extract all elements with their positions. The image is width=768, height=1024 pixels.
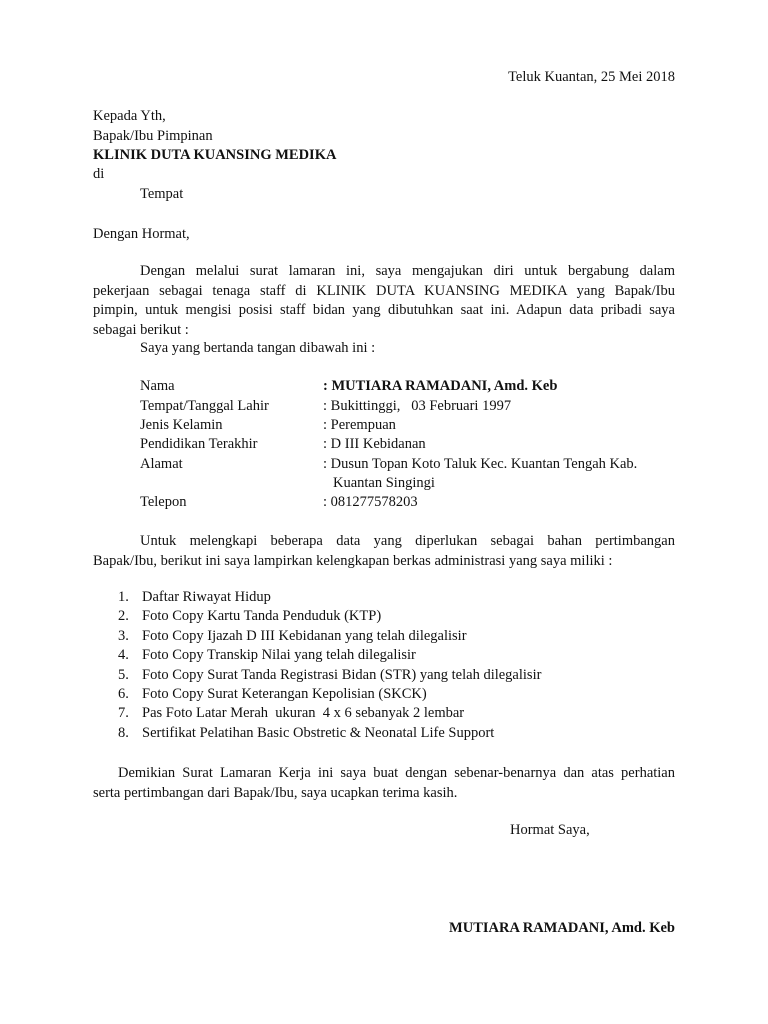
attachments-intro-line: Bapak/Ibu, berikut ini saya lampirkan kelengkapan berkas administrasi yang saya miliki :	[93, 552, 613, 569]
birth-value: : Bukittinggi, 03 Februari 1997	[323, 398, 512, 414]
phone-label: Telepon	[140, 494, 187, 510]
list-item-text: Foto Copy Surat Keterangan Kepolisian (SKCK)	[142, 685, 427, 702]
name-value: : MUTIARA RAMADANI, Amd. Keb	[323, 378, 558, 394]
recipient-title: Bapak/Ibu Pimpinan	[93, 128, 213, 144]
list-item-number: 3.	[118, 627, 129, 644]
intro-line: Dengan melalui surat lamaran ini, saya mengajukan diri untuk bergabung dalam	[140, 263, 675, 279]
phone-value: : 081277578203	[323, 494, 418, 510]
list-item	[118, 704, 541, 723]
list-item-number: 6.	[118, 685, 129, 702]
list-item-number: 2.	[118, 608, 129, 625]
address-value-line1: : Dusun Topan Koto Taluk Kec. Kuantan Tengah Kab.	[323, 456, 638, 472]
list-item	[118, 646, 541, 665]
list-item-text: Foto Copy Ijazah D III Kebidanan yang telah dilegalisir	[142, 627, 467, 644]
list-item	[118, 588, 541, 607]
greeting: Dengan Hormat,	[93, 226, 190, 242]
list-item-number: 1.	[118, 589, 129, 605]
birth-label: Tempat/Tanggal Lahir	[140, 398, 269, 414]
list-item-number: 7.	[118, 705, 129, 722]
list-item-text: Daftar Riwayat Hidup	[142, 589, 271, 605]
intro-line: sebagai berikut :	[93, 321, 189, 338]
education-value: : D III Kebidanan	[323, 436, 426, 452]
list-item-number: 8.	[118, 724, 129, 741]
intro-line: pimpin, untuk mengisi posisi staff bidan yang dibutuhkan saat ini. Adapun data pribadi saya	[93, 302, 675, 318]
attachments-intro-line: Untuk melengkapi beberapa data yang diperlukan sebagai bahan pertimbangan	[140, 533, 675, 549]
name-label: Nama	[140, 378, 175, 394]
list-item	[118, 724, 541, 743]
recipient-organization: KLINIK DUTA KUANSING MEDIKA	[93, 147, 337, 163]
list-item-number: 5.	[118, 666, 129, 683]
address-label: Alamat	[140, 456, 183, 472]
intro-line: pekerjaan sebagai tenaga staff di KLINIK DUTA KUANSING MEDIKA yang Bapak/Ibu	[93, 282, 675, 299]
closing-line: serta pertimbangan dari Bapak/Ibu, saya ucapkan terima kasih.	[93, 784, 458, 801]
recipient-at: di	[93, 166, 105, 182]
closing-line: Demikian Surat Lamaran Kerja ini saya buat dengan sebenar-benarnya dan atas perhatian	[118, 765, 675, 781]
closing-paragraph	[93, 764, 675, 803]
gender-value: : Perempuan	[323, 417, 396, 433]
attachments-list	[118, 588, 541, 743]
signature-name: MUTIARA RAMADANI, Amd. Keb	[449, 920, 675, 936]
regards: Hormat Saya,	[510, 822, 590, 838]
intro-paragraph	[93, 262, 675, 340]
gender-label: Jenis Kelamin	[140, 417, 223, 433]
list-item-text: Foto Copy Transkip Nilai yang telah dilegalisir	[142, 647, 416, 664]
address-value-line2: Kuantan Singingi	[333, 475, 435, 491]
list-item	[118, 666, 541, 685]
list-item-text: Foto Copy Kartu Tanda Penduduk (KTP)	[142, 608, 382, 625]
undersigned-statement: Saya yang bertanda tangan dibawah ini :	[140, 340, 376, 356]
list-item	[118, 607, 541, 626]
list-item	[118, 627, 541, 646]
list-item-number: 4.	[118, 647, 129, 664]
recipient-place: Tempat	[140, 186, 184, 202]
list-item-text: Pas Foto Latar Merah ukuran 4 x 6 sebanyak 2 lembar	[142, 705, 465, 722]
education-label: Pendidikan Terakhir	[140, 436, 258, 452]
letter-date: Teluk Kuantan, 25 Mei 2018	[508, 69, 675, 85]
attachments-intro	[93, 532, 675, 571]
list-item-text: Foto Copy Surat Tanda Registrasi Bidan (STR) yang telah dilegalisir	[142, 666, 542, 683]
list-item-text: Sertifikat Pelatihan Basic Obstretic & Neonatal Life Support	[142, 724, 495, 741]
list-item	[118, 685, 541, 704]
recipient-salutation: Kepada Yth,	[93, 108, 166, 124]
